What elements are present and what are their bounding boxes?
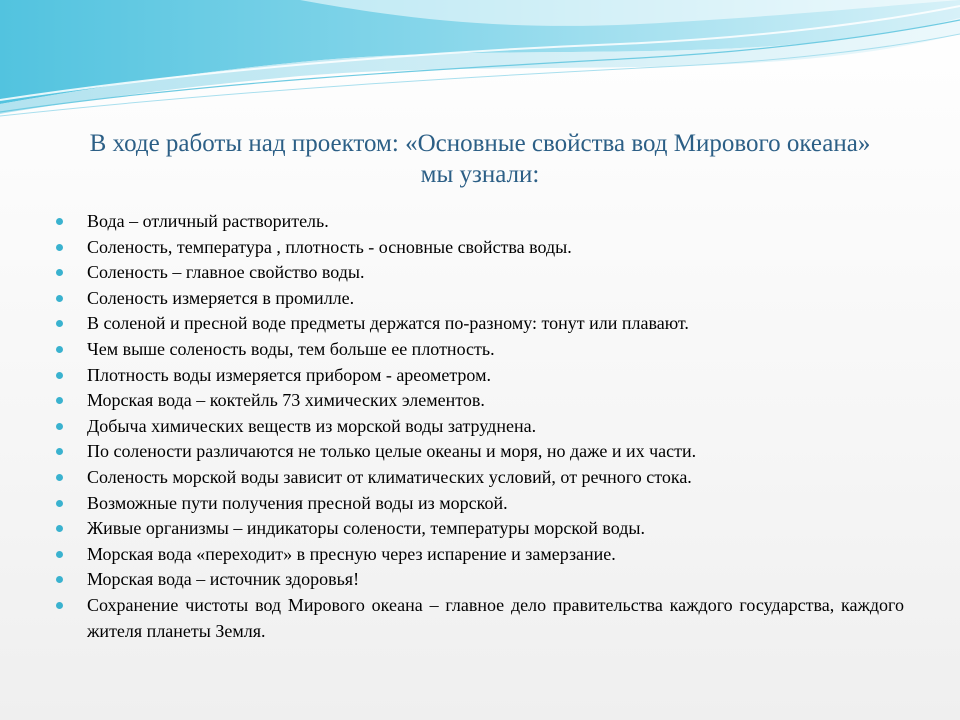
list-item <box>56 567 904 593</box>
bullet-icon <box>56 346 63 353</box>
bullet-icon <box>56 423 63 430</box>
list-item <box>56 414 904 440</box>
list-item <box>56 286 904 312</box>
list-item <box>56 235 904 261</box>
bullet-icon <box>56 372 63 379</box>
list-item-text: Чем выше соленость воды, тем больше ее плотность. <box>87 338 495 359</box>
list-item <box>56 516 904 542</box>
list-item <box>56 491 904 517</box>
list-item <box>56 337 904 363</box>
bullet-icon <box>56 295 63 302</box>
bullet-icon <box>56 269 63 276</box>
list-item-text: Добыча химических веществ из морской воды затруднена. <box>87 415 537 436</box>
bullet-icon <box>56 525 63 532</box>
list-item-text: Соленость, температура , плотность - основные свойства воды. <box>87 236 572 257</box>
list-item <box>56 439 904 465</box>
list-item-text: Возможные пути получения пресной воды из морской. <box>87 492 508 513</box>
list-item-text: Морская вода – источник здоровья! <box>87 569 360 590</box>
bullet-icon <box>56 474 63 481</box>
list-item-text: Соленость измеряется в промилле. <box>87 287 355 308</box>
list-item-text: Сохранение чистоты вод Мирового океана – главное дело правительства каждого государства, каждого жителя планеты Земля. <box>87 594 904 641</box>
list-item-text: Плотность воды измеряется прибором - ареометром. <box>87 364 491 385</box>
bullet-icon <box>56 448 63 455</box>
list-item <box>56 465 904 491</box>
findings-list <box>56 209 904 644</box>
list-item-text: В соленой и пресной воде предметы держатся по-разному: тонут или плавают. <box>87 313 689 334</box>
bullet-icon <box>56 551 63 558</box>
bullet-icon <box>56 576 63 583</box>
list-item-text: Соленость морской воды зависит от климатических условий, от речного стока. <box>87 466 692 487</box>
title-line-2: мы узнали: <box>420 161 540 188</box>
slide-title <box>40 128 920 190</box>
bullet-icon <box>56 602 63 609</box>
bullet-icon <box>56 320 63 327</box>
list-item-text: Морская вода «переходит» в пресную через испарение и замерзание. <box>87 543 616 564</box>
list-item-text: Вода – отличный растворитель. <box>87 211 329 231</box>
list-item <box>56 363 904 389</box>
list-item-text: Соленость – главное свойство воды. <box>87 262 365 283</box>
title-line-1: В ходе работы над проектом: «Основные свойства вод Мирового океана» <box>89 130 871 157</box>
list-item-text: Живые организмы – индикаторы солености, температуры морской воды. <box>87 518 645 539</box>
list-item-text: Морская вода – коктейль 73 химических элементов. <box>87 390 485 411</box>
list-item-text: По солености различаются не только целые океаны и моря, но даже и их части. <box>87 441 697 462</box>
list-item <box>56 311 904 337</box>
wave-header-decoration <box>0 0 960 120</box>
bullet-icon <box>56 244 63 251</box>
bullet-icon <box>56 397 63 404</box>
list-item <box>56 388 904 414</box>
list-item <box>56 260 904 286</box>
bullet-icon <box>56 500 63 507</box>
bullet-icon <box>56 218 63 225</box>
list-item <box>56 593 904 644</box>
list-item <box>56 542 904 568</box>
list-item <box>56 209 904 235</box>
